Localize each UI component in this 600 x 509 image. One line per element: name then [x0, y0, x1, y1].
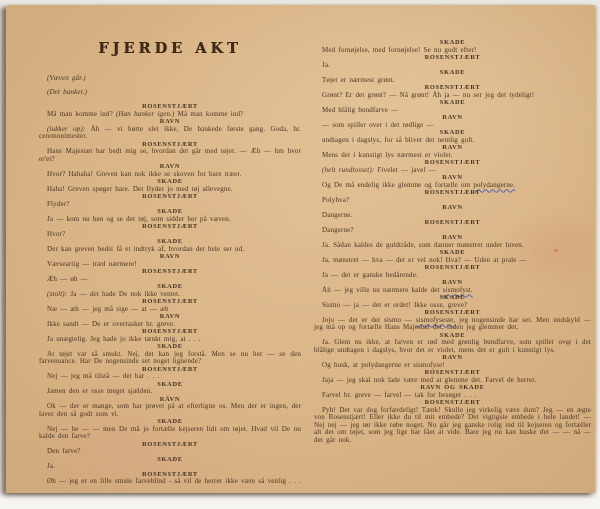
dialogue-line: Den farve?	[47, 447, 81, 455]
speaker-name: ROSENSTJÆRT	[424, 399, 481, 406]
dialogue-line: Dangerne?	[322, 225, 354, 234]
dialogue-line: Der kan greven bedst få et indtryk af, hvordan det hele ser ud.	[47, 244, 245, 253]
speaker-name: SKADE	[157, 380, 183, 388]
speaker-name: SKADE	[439, 99, 466, 106]
speaker-name: SKADE	[439, 129, 466, 136]
speaker-name: ROSENSTJÆRT	[142, 298, 198, 305]
speaker-name: RAVN	[159, 313, 181, 320]
speaker-name: ROSENSTJÆRT	[424, 369, 481, 376]
dialogue-line: Og De må endelig ikke glemme og fortælle om polydangerne.	[322, 180, 516, 189]
dialogue-line: Dangerne.	[322, 210, 353, 219]
dialogue-line: Nej — he — — men De må jo fortælle kejseren lidt om tøjet. Hvad vil De nu kalde den farve?	[39, 424, 301, 440]
dialogue-line: Åh — jeg ville nu nærmere kalde det sismofyst.	[322, 285, 473, 294]
speaker-name: SKADE	[157, 178, 183, 185]
dialogue-line: Må man komme ind? (Han banker igen.) Må man komme ind?	[47, 109, 244, 118]
speaker-name: RAVN	[442, 354, 463, 361]
speaker-name: ROSENSTJÆRT	[142, 328, 198, 335]
speaker-name: RAVN	[159, 395, 181, 403]
speaker-name: RAVN	[442, 204, 463, 211]
stage-direction: (Det banker.)	[47, 88, 88, 96]
speaker-name: SKADE	[157, 343, 183, 350]
speaker-name: RAVN	[159, 253, 181, 260]
speaker-name: SKADE	[439, 69, 466, 76]
speaker-name: ROSENSTJÆRT	[424, 264, 481, 271]
paper-sheet	[6, 5, 595, 493]
dialogue-line: Hans Majestæt har bedt mig se, hvordan det går med tøjet. — Æh — hm hvor er'et?	[39, 147, 301, 163]
dialogue-line: (helt rundtosset): Fivelet — javel —	[322, 165, 436, 174]
dialogue-line: Ja. Sådan kaldes de guldtråde, som danner mønstret under luven.	[322, 240, 524, 249]
speaker-name: RAVN	[442, 174, 463, 181]
dialogue-line: Nej — jeg må tilstå — det har . . .	[47, 372, 160, 380]
speaker-name: ROSENSTJÆRT	[142, 470, 198, 478]
dialogue-line: Flyder?	[47, 199, 70, 208]
dialogue-line: Jojo — det er det sismo — sismofyseste, jeg nogensinde har set. Men undskyld — jeg må op og fortælle Hans Majestæt det, inden jeg glemmer det.	[314, 315, 591, 331]
speaker-name: ROSENSTJÆRT	[424, 159, 481, 166]
dialogue-line: Ja — det er ganske bedårende.	[322, 270, 418, 279]
dialogue-line: Med blålig bundfarve —	[322, 105, 399, 114]
speaker-name: ROSENSTJÆRT	[142, 193, 198, 200]
speaker-name: RAVN OG SKADE	[420, 384, 485, 391]
speaker-name: ROSENSTJÆRT	[142, 223, 198, 230]
speaker-name: ROSENSTJÆRT	[142, 140, 198, 148]
speaker-name: RAVN	[442, 144, 463, 151]
speaker-name: ROSENSTJÆRT	[142, 440, 198, 448]
speaker-name: RAVN	[159, 163, 181, 170]
dialogue-line: Ok — der er mange, som har prøvet på at efterligne os. Men der er ingen, der laver den så godt som vi.	[39, 402, 301, 418]
dialogue-line: At tøjet var så smukt. Nej, det kan jeg forstå. Men se nu her — se den farvenuance. Har De nogensinde set noget lignende?	[39, 349, 301, 365]
speaker-name: ROSENSTJÆRT	[142, 268, 198, 275]
dialogue-line: Og husk, at polydangerne er sismofyse!	[322, 360, 445, 369]
dialogue-line: Pyh! Det var dog forfærdeligt! Tænk! Skulle jeg virkelig være dum? Jeg — en ægte von Rosenstjært! Eller ikke du til mit embede? Det vigtigste embede i hele landet! — Nej nej — jeg tør ikke røbe noget. Nu går jeg ganske rolig ind til kejseren og fortæller alt det om tøjet, som jeg lige har fået at vide. Bare jeg nu kan huske det — — nå — det går nok.	[314, 405, 591, 444]
dialogue-line: Hvor?	[47, 229, 66, 238]
speaker-name: SKADE	[439, 294, 466, 301]
dialogue-line: Ja.	[47, 462, 56, 470]
dialogue-line: Æh — øh —	[47, 274, 88, 283]
act-title: FJERDE AKT	[98, 40, 242, 57]
speaker-name: ROSENSTJÆRT	[424, 84, 481, 91]
stage-direction: (Væven går.)	[47, 74, 86, 82]
dialogue-line: Ja unægtelig. Jeg hade jo ikke tænkt mig, at . . .	[47, 334, 201, 343]
dialogue-line: Haha! Greven spøger bare. Det flyder jo med tøj allevegne.	[47, 184, 233, 193]
dialogue-line: Ja.	[322, 60, 331, 69]
dialogue-line: (lukker op): Åh — vi hørte slet ikke, De bankede første gang. Goda, hr. ceremonimester.	[39, 124, 302, 140]
speaker-name: RAVN	[442, 114, 463, 121]
right-text-column	[314, 39, 591, 444]
dialogue-line: Ja, mønstret — hva — det er vel nok! Hva? — Uden at prale —	[322, 255, 527, 264]
speaker-name: ROSENSTJÆRT	[424, 54, 481, 61]
speaker-name: SKADE	[157, 208, 183, 215]
dialogue-line: Tøjet er nærmest grønt.	[322, 75, 395, 84]
speaker-name: ROSENSTJÆRT	[424, 219, 481, 226]
speaker-name: SKADE	[439, 249, 466, 256]
dialogue-line: Sismo — ja — det er ordet! Ikke osse, greve?	[322, 300, 468, 309]
speaker-name: ROSENSTJÆRT	[424, 189, 481, 196]
dialogue-line: Mens det i kunstigt lys nærmest er violet.	[322, 150, 453, 159]
handwritten-underline: sismofyst.	[442, 285, 473, 294]
speaker-name: RAVN	[159, 118, 181, 125]
dialogue-line: — som spiller over i det rødlige —	[322, 120, 434, 129]
dialogue-line: Øh — jeg er en lille smule farveblind - så vil de herrer ikke være så venlig . . .	[47, 477, 301, 485]
speaker-name: SKADE	[157, 238, 183, 245]
dialogue-line: undtagen i dagslys, for så bliver det nemlig gult.	[322, 135, 475, 144]
handwritten-underline: sismofyseste,	[415, 315, 456, 324]
speaker-name: SKADE	[157, 418, 183, 425]
dialogue-line: Hvor? Hahaha! Greven kan nok ikke se skoven for bare træer.	[47, 169, 242, 178]
speaker-name: RAVN	[442, 234, 463, 241]
dialogue-line: Næ — æh — jeg må sige — at — æh	[47, 304, 169, 313]
dialogue-line: Med fornøjelse, med fornøjelse! Se nu godt efter!	[322, 45, 477, 54]
speaker-name: ROSENSTJÆRT	[142, 365, 198, 373]
dialogue-line: Værseartig — træd nærmere!	[47, 259, 137, 268]
speaker-name: SKADE	[439, 39, 466, 46]
speaker-name: SKADE	[157, 283, 183, 290]
speaker-name: ROSENSTJÆRT	[142, 103, 198, 110]
speaker-name: SKADE	[439, 331, 466, 339]
dialogue-line: Jamen den er osse meget sjælden.	[47, 387, 153, 395]
speaker-name: ROSENSTJÆRT	[424, 309, 481, 316]
dialogue-line: Ja — kom nu hen og se det tøj, som sidder her på væven.	[47, 214, 231, 223]
dialogue-line: Jaja — jeg skal nok lade være med at glemme det. Farvel de herrer.	[322, 375, 537, 384]
dialogue-line: Ikke sandt — De er overrasket hr. greve.	[47, 319, 176, 328]
dialogue-line: Farvel hr. greve — farvel — tak for besøget . . .	[322, 390, 477, 399]
dialogue-line: Polyhva?	[322, 195, 350, 204]
dialogue-line: (stolt): Ja — det hade De nok ikke ventet.	[47, 289, 181, 298]
handwritten-underline: polydangerne.	[473, 180, 516, 189]
speaker-name: RAVN	[442, 279, 463, 286]
dialogue-line: Grønt? Er det grønt? — Nå grønt! Åh ja — nu ser jeg det tydeligt!	[322, 90, 535, 99]
dialogue-line: Ja. Glem nu ikke, at farven er rød med grønlig bundfarve, som spiller over i det blålige undtagen i dagslys, hvor det er violet, mens det er gult i kunstigt lys.	[314, 338, 591, 354]
left-text-column	[39, 75, 301, 486]
speaker-name: SKADE	[157, 455, 183, 463]
